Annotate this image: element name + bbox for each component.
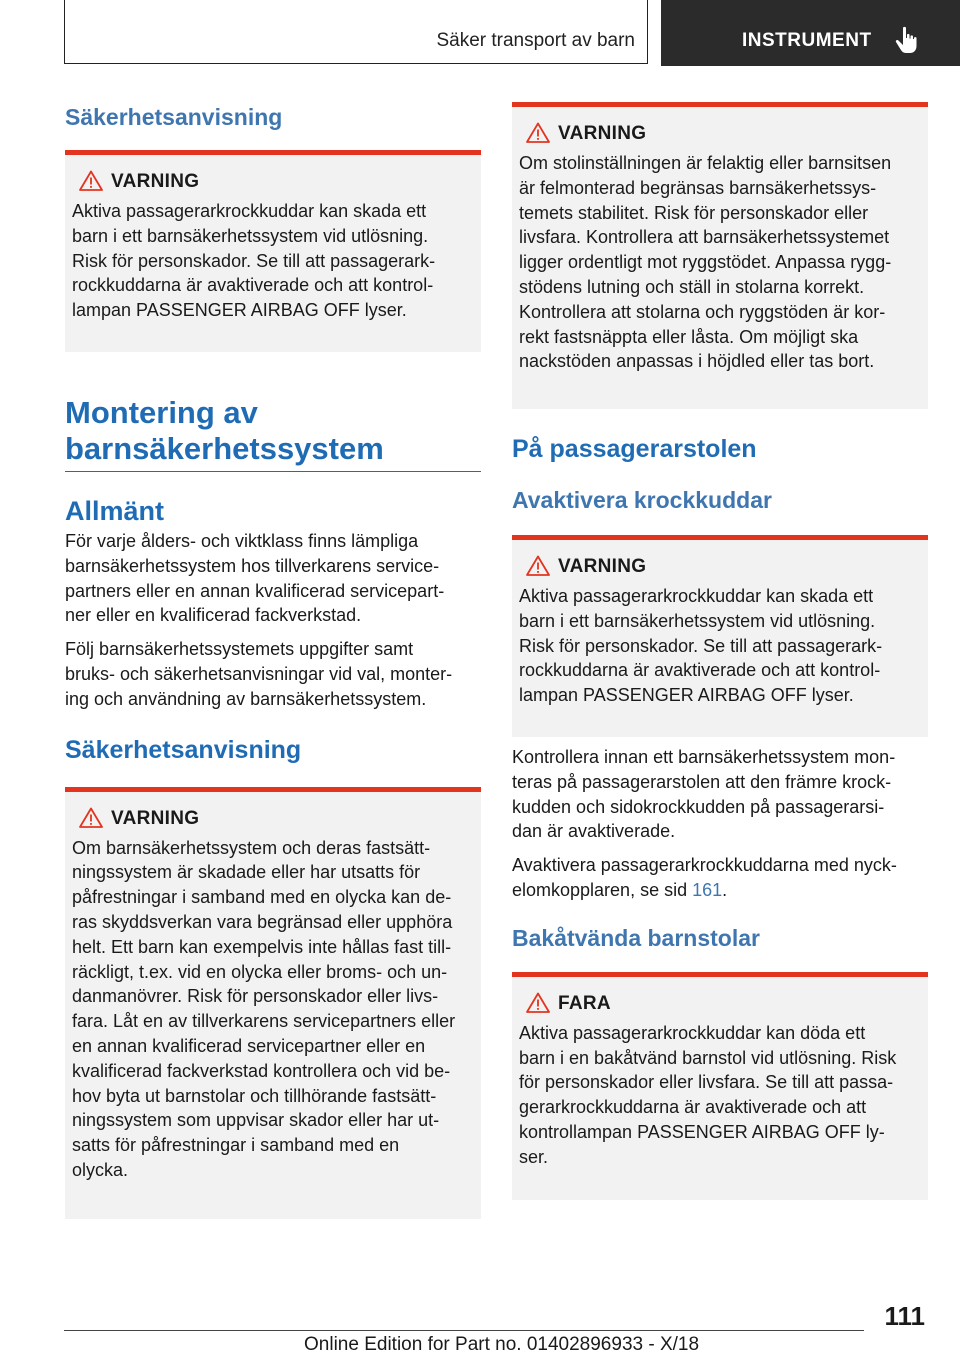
warning-title: VARNING bbox=[111, 807, 200, 829]
warning-line: ningssystem som uppvisar skador eller har ut- bbox=[72, 1110, 440, 1131]
warning-line: räckligt, t.ex. vid en olycka eller broms- och un- bbox=[72, 961, 448, 982]
check-paragraph bbox=[512, 745, 928, 844]
paragraph-line: Följ barnsäkerhetssystemets uppgifter samt bbox=[65, 639, 414, 660]
general-paragraph-1 bbox=[65, 529, 481, 628]
warning-triangle-icon bbox=[526, 555, 550, 576]
paragraph-line bbox=[512, 878, 928, 903]
paragraph-line: ing och användning av barnsäkerhetssystem. bbox=[65, 688, 427, 709]
warning-triangle-icon bbox=[79, 807, 103, 828]
paragraph-line: Kontrollera innan ett barnsäkerhetssystem mon- bbox=[512, 747, 896, 767]
warning-box-seat-adjustment bbox=[512, 102, 928, 409]
warning-line: Om barnsäkerhetssystem och deras fastsätt- bbox=[72, 837, 431, 858]
warning-line: lampan PASSENGER AIRBAG OFF lyser. bbox=[72, 300, 407, 321]
warning-triangle-icon bbox=[526, 122, 550, 143]
main-heading bbox=[65, 395, 481, 472]
warning-line: rockkuddarna är avaktiverade och att kontrol- bbox=[72, 275, 434, 296]
warning-line: livsfara. Kontrollera att barnsäkerhetssystemet bbox=[519, 227, 890, 248]
warning-line: ningssystem är skadade eller har utsatts för bbox=[72, 862, 421, 883]
warning-header bbox=[72, 169, 473, 199]
danger-title: FARA bbox=[558, 992, 611, 1014]
warning-text bbox=[72, 199, 473, 323]
safety-heading-2: Säkerhetsanvisning bbox=[65, 735, 302, 764]
danger-text bbox=[519, 1021, 920, 1170]
paragraph-line: ner eller en kvalificerad fackverkstad. bbox=[65, 605, 362, 626]
warning-title: VARNING bbox=[558, 123, 647, 144]
danger-line: Aktiva passagerarkrockkuddar kan döda ett bbox=[519, 1022, 866, 1043]
right-column bbox=[512, 102, 928, 1200]
warning-line: rekt fastsnäppta eller låsta. Om möjligt ska bbox=[519, 326, 859, 347]
warning-line: rockkuddarna är avaktiverade och att kontrol- bbox=[519, 660, 881, 681]
warning-title: VARNING bbox=[558, 556, 647, 577]
paragraph-line: barnsäkerhetssystem hos tillverkarens service- bbox=[65, 555, 440, 576]
warning-line: stödens lutning och ställ in stolarna korrekt. bbox=[519, 276, 865, 297]
deactivate-airbag-heading: Avaktivera krockkuddar bbox=[512, 487, 772, 513]
paragraph-line: teras på passagerarstolen att den främre krock- bbox=[512, 771, 892, 792]
warning-box-passenger-airbag bbox=[512, 535, 928, 737]
header-chapter-title: INSTRUMENT bbox=[742, 30, 872, 51]
warning-line: danmanövrer. Risk för personskador eller livs- bbox=[72, 986, 439, 1007]
paragraph-line: dan är avaktiverade. bbox=[512, 821, 676, 842]
warning-triangle-icon bbox=[526, 992, 550, 1013]
warning-line: är felmonterad begränsas barnsäkerhetssys- bbox=[519, 177, 877, 198]
heading-rule bbox=[65, 471, 481, 472]
pointing-hand-icon bbox=[895, 26, 917, 54]
warning-line: hov byta ut barnstolar och tillhörande fastsätt- bbox=[72, 1085, 437, 1106]
danger-line: ser. bbox=[519, 1146, 549, 1167]
danger-line: gerarkrockkuddarna är avaktiverade och att bbox=[519, 1097, 867, 1118]
warning-line: Aktiva passagerarkrockkuddar kan skada ett bbox=[519, 586, 874, 606]
paragraph-line: För varje ålders- och viktklass finns lämpliga bbox=[65, 531, 419, 551]
warning-header bbox=[72, 806, 473, 836]
warning-text bbox=[519, 584, 920, 708]
warning-line: fara. Låt en av tillverkarens servicepartners eller bbox=[72, 1011, 456, 1032]
warning-line: kvalificerad fackverkstad kontrollera och vid be- bbox=[72, 1060, 451, 1081]
warning-line: Om stolinställningen är felaktig eller barnsitsen bbox=[519, 153, 892, 173]
page-number: 111 bbox=[884, 1301, 925, 1331]
paragraph-line: partners eller en annan kvalificerad servicepart- bbox=[65, 580, 445, 601]
warning-line: påfrestningar i samband med en olycka kan de- bbox=[72, 887, 452, 908]
warning-line: lampan PASSENGER AIRBAG OFF lyser. bbox=[519, 685, 854, 706]
warning-line: temets stabilitet. Risk för personskador eller bbox=[519, 202, 869, 223]
paragraph-text: . bbox=[722, 879, 728, 900]
danger-box-rear-facing bbox=[512, 972, 928, 1200]
passenger-seat-heading: På passagerarstolen bbox=[512, 435, 757, 463]
warning-line: satts för påfrestningar i samband med en bbox=[72, 1135, 400, 1156]
warning-line: ligger ordentligt mot ryggstödet. Anpassa rygg- bbox=[519, 252, 892, 273]
header-chapter-tab[interactable] bbox=[661, 0, 960, 66]
warning-title: VARNING bbox=[111, 171, 200, 192]
header-section-title: Säker transport av barn bbox=[436, 30, 635, 51]
danger-line: barn i en bakåtvänd barnstol vid utlösning. Risk bbox=[519, 1047, 897, 1068]
danger-line: för personskador eller livsfara. Se till att passa- bbox=[519, 1072, 894, 1093]
warning-line: en annan kvalificerad servicepartner eller en bbox=[72, 1035, 426, 1056]
warning-box-airbag bbox=[65, 150, 481, 352]
warning-line: Kontrollera att stolarna och ryggstöden är kor- bbox=[519, 301, 886, 322]
general-heading: Allmänt bbox=[65, 496, 165, 526]
warning-line: Risk för personskador. Se till att passagerark- bbox=[72, 250, 436, 271]
warning-line: nackstöden anpassas i höjdled eller tas bort. bbox=[519, 351, 875, 372]
warning-text bbox=[519, 151, 920, 374]
paragraph-text: elomkopplaren, se sid bbox=[512, 879, 693, 900]
safety-heading: Säkerhetsanvisning bbox=[65, 104, 283, 130]
warning-line: Aktiva passagerarkrockkuddar kan skada ett bbox=[72, 201, 427, 221]
warning-line: Risk för personskador. Se till att passagerark- bbox=[519, 635, 883, 656]
deactivate-paragraph bbox=[512, 853, 928, 903]
edition-note: Online Edition for Part no. 01402896933 - X/18 bbox=[304, 1334, 700, 1355]
warning-text bbox=[72, 836, 473, 1183]
general-paragraph-2 bbox=[65, 637, 481, 711]
warning-line: olycka. bbox=[72, 1159, 129, 1180]
warning-box-damaged-system bbox=[65, 787, 481, 1219]
danger-line: kontrollampan PASSENGER AIRBAG OFF ly- bbox=[519, 1121, 885, 1142]
footer-rule bbox=[64, 1330, 864, 1331]
paragraph-line: bruks- och säkerhetsanvisningar vid val, monter- bbox=[65, 663, 453, 684]
warning-header bbox=[519, 121, 920, 151]
main-heading-line-1: Montering av bbox=[65, 395, 258, 430]
danger-header bbox=[519, 991, 920, 1021]
left-column bbox=[65, 100, 481, 1219]
header-section-box bbox=[64, 0, 648, 64]
warning-line: barn i ett barnsäkerhetssystem vid utlösning. bbox=[519, 610, 876, 631]
warning-line: barn i ett barnsäkerhetssystem vid utlösning. bbox=[72, 225, 429, 246]
main-heading-line-2: barnsäkerhetssystem bbox=[65, 431, 384, 466]
warning-line: helt. Ett barn kan exempelvis inte hållas fast till- bbox=[72, 936, 452, 957]
warning-line: ras skyddsverkan vara begränsad eller upphöra bbox=[72, 911, 453, 932]
paragraph-line: Avaktivera passagerarkrockkuddarna med nyck- bbox=[512, 855, 897, 876]
rear-facing-heading: Bakåtvända barnstolar bbox=[512, 924, 760, 951]
warning-header bbox=[519, 554, 920, 584]
warning-triangle-icon bbox=[79, 170, 103, 191]
paragraph-line: kudden och sidokrockkudden på passagerarsi- bbox=[512, 796, 885, 817]
page-reference-link[interactable]: 161 bbox=[692, 879, 723, 900]
